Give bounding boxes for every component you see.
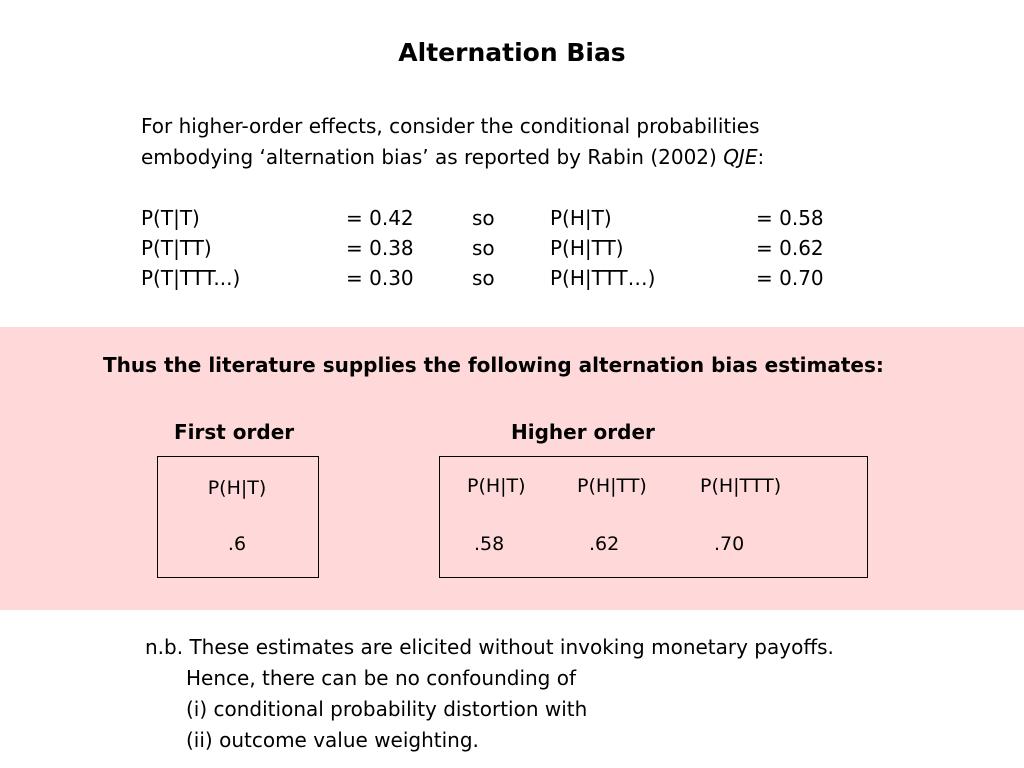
intro-line-1: For higher-order effects, consider the conditional probabilities xyxy=(141,114,760,138)
first-order-label: First order xyxy=(174,420,295,444)
heads-value: = 0.62 xyxy=(756,236,824,260)
higher-order-header: P(H|T) xyxy=(467,475,526,497)
first-order-header: P(H|T) xyxy=(207,477,267,499)
higher-order-value: .62 xyxy=(589,533,620,555)
higher-order-label: Higher order xyxy=(511,420,655,444)
tails-value: = 0.38 xyxy=(346,236,414,260)
tails-probability: P(T|TTT...) xyxy=(141,266,241,290)
intro-line-2-suffix: : xyxy=(757,145,765,169)
heads-probability: P(H|TT) xyxy=(550,236,624,260)
estimates-heading: Thus the literature supplies the following alternation bias estimates: xyxy=(103,353,884,377)
note-line-1: n.b. These estimates are elicited without invoking monetary payoffs. xyxy=(145,635,834,659)
tails-probability: P(T|T) xyxy=(141,206,200,230)
higher-order-value: .70 xyxy=(714,533,745,555)
so-word: so xyxy=(472,206,495,230)
tails-probability: P(T|TT) xyxy=(141,236,212,260)
so-word: so xyxy=(472,266,495,290)
note-line-4: (ii) outcome value weighting. xyxy=(186,728,479,752)
first-order-box xyxy=(157,456,319,578)
slide-title: Alternation Bias xyxy=(398,38,626,67)
tails-value: = 0.30 xyxy=(346,266,414,290)
higher-order-value: .58 xyxy=(474,533,505,555)
note-line-2: Hence, there can be no confounding of xyxy=(186,666,577,690)
intro-line-2 xyxy=(141,145,764,169)
so-word: so xyxy=(472,236,495,260)
higher-order-header: P(H|TTT) xyxy=(700,475,782,497)
heads-value: = 0.70 xyxy=(756,266,824,290)
heads-value: = 0.58 xyxy=(756,206,824,230)
first-order-value: .6 xyxy=(227,533,247,555)
heads-probability: P(H|TTT…) xyxy=(550,266,656,290)
heads-probability: P(H|T) xyxy=(550,206,612,230)
tails-value: = 0.42 xyxy=(346,206,414,230)
journal-name: QJE xyxy=(723,145,758,169)
note-line-3: (i) conditional probability distortion with xyxy=(186,697,588,721)
higher-order-header: P(H|TT) xyxy=(577,475,647,497)
intro-line-2-text: embodying ‘alternation bias’ as reported by Rabin (2002) xyxy=(141,145,724,169)
